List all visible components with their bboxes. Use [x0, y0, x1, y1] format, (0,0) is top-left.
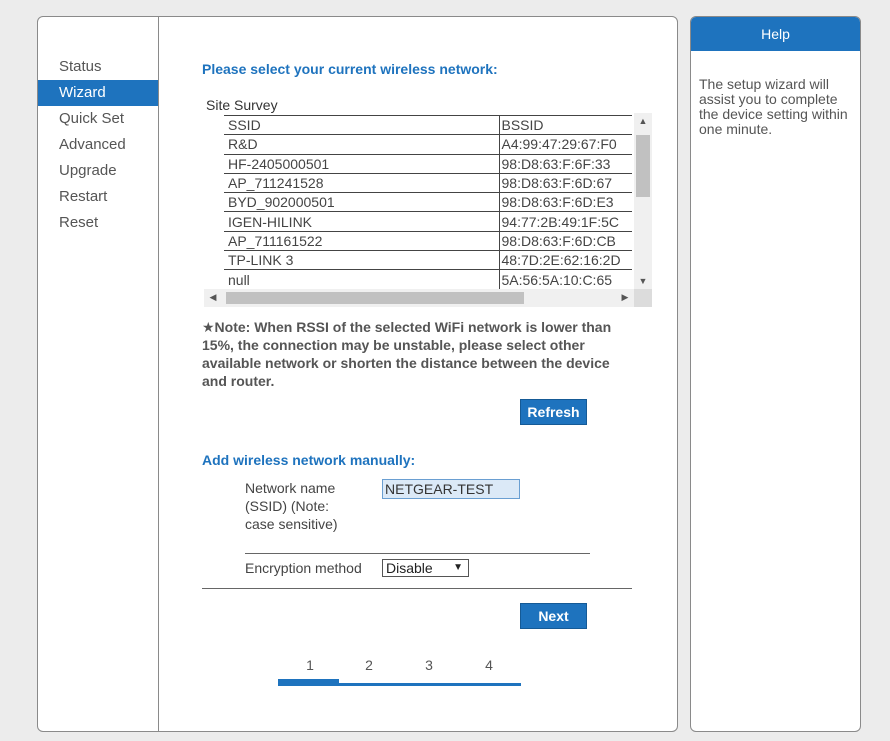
vertical-scroll-thumb[interactable]: [636, 135, 650, 197]
main-panel: [37, 16, 678, 732]
sidebar-item-wizard[interactable]: Wizard: [38, 80, 158, 106]
table-header-row: [224, 116, 632, 135]
site-survey-table: [224, 115, 632, 290]
sidebar-item-advanced[interactable]: Advanced: [59, 136, 126, 153]
sidebar-item-quick-set[interactable]: Quick Set: [59, 110, 125, 127]
bssid-cell: 48:7D:2E:62:16:2D: [499, 251, 632, 270]
horizontal-scroll-thumb[interactable]: [226, 292, 524, 304]
ssid-cell[interactable]: [224, 154, 499, 173]
scroll-up-arrow-icon[interactable]: ▲: [638, 116, 648, 126]
scroll-down-arrow-icon[interactable]: ▼: [638, 276, 648, 286]
ssid-cell[interactable]: [224, 270, 499, 289]
step-1: 1: [306, 657, 314, 673]
ssid-text: HF-2405000501: [228, 155, 330, 172]
step-3: 3: [425, 657, 433, 673]
ssid-cell[interactable]: [224, 193, 499, 212]
network-name-label: Network name (SSID) (Note: case sensitive): [245, 480, 338, 532]
ssid-cell[interactable]: [224, 135, 499, 154]
nav-list: [38, 54, 158, 236]
table-row[interactable]: [224, 251, 632, 270]
step-2: 2: [365, 657, 373, 673]
ssid-cell[interactable]: [224, 173, 499, 192]
ssid-text: BYD_902000501: [228, 194, 335, 211]
bssid-cell: 98:D8:63:F:6D:CB: [499, 231, 632, 250]
sidebar-nav: [38, 17, 159, 731]
wizard-step-indicator: [278, 657, 521, 687]
encryption-method-select[interactable]: [382, 559, 469, 577]
bssid-cell: 98:D8:63:F:6D:E3: [499, 193, 632, 212]
table-row[interactable]: [224, 135, 632, 154]
ssid-cell[interactable]: [224, 251, 499, 270]
site-survey-box: [204, 95, 652, 311]
step-progress-fill: [278, 679, 339, 686]
ssid-text: R&D: [228, 136, 258, 153]
ssid-cell[interactable]: [224, 212, 499, 231]
bssid-cell: 5A:56:5A:10:C:65: [499, 270, 632, 289]
sidebar-item-upgrade[interactable]: Upgrade: [59, 162, 117, 179]
form-divider: [245, 553, 590, 554]
section-divider: [202, 588, 632, 589]
bssid-cell: A4:99:47:29:67:F0: [499, 135, 632, 154]
refresh-button[interactable]: Refresh: [520, 399, 587, 425]
table-row[interactable]: [224, 193, 632, 212]
scroll-right-arrow-icon[interactable]: ▶: [621, 292, 629, 302]
select-network-title: Please select your current wireless network:: [202, 61, 498, 77]
vertical-scrollbar[interactable]: [634, 113, 652, 289]
bssid-cell: 98:D8:63:F:6D:67: [499, 173, 632, 192]
sidebar-item-reset[interactable]: Reset: [59, 214, 99, 231]
bssid-cell: 94:77:2B:49:1F:5C: [499, 212, 632, 231]
rssi-note: ★Note: When RSSI of the selected WiFi network is lower than 15%, the connection may be unstable, please select other available network or shorten the distance between the device and router.: [202, 319, 612, 389]
ssid-text: AP_711241528: [228, 175, 324, 192]
ssid-text: IGEN-HILINK: [228, 213, 313, 230]
help-panel: [690, 16, 861, 732]
ssid-text: AP_711161522: [228, 232, 323, 249]
wizard-content: [160, 17, 677, 731]
encryption-method-label: Encryption method: [245, 560, 362, 576]
ssid-text: null: [228, 271, 250, 288]
ssid-cell[interactable]: [224, 231, 499, 250]
dropdown-caret-icon: ▼: [453, 562, 463, 573]
network-name-input[interactable]: [382, 479, 520, 499]
horizontal-scrollbar[interactable]: [204, 289, 634, 307]
step-4: 4: [485, 657, 493, 673]
column-header-ssid: SSID: [224, 116, 499, 135]
manual-network-title: Add wireless network manually:: [202, 452, 416, 468]
next-button[interactable]: Next: [520, 603, 587, 629]
encryption-method-value: Disable: [386, 560, 433, 576]
scroll-corner: [634, 289, 652, 307]
scroll-left-arrow-icon[interactable]: ◀: [209, 292, 217, 302]
table-row[interactable]: [224, 154, 632, 173]
table-row[interactable]: [224, 231, 632, 250]
site-survey-caption: Site Survey: [206, 97, 278, 113]
sidebar-item-status[interactable]: Status: [59, 58, 102, 75]
help-title: Help: [691, 17, 860, 51]
bssid-cell: 98:D8:63:F:6F:33: [499, 154, 632, 173]
sidebar-item-restart[interactable]: Restart: [59, 188, 108, 205]
table-row[interactable]: [224, 212, 632, 231]
help-text: The setup wizard will assist you to complete the device setting within one minute.: [699, 76, 848, 137]
table-row[interactable]: [224, 173, 632, 192]
ssid-text: TP-LINK 3: [228, 252, 294, 269]
column-header-bssid: BSSID: [499, 116, 632, 135]
table-row[interactable]: [224, 270, 632, 289]
